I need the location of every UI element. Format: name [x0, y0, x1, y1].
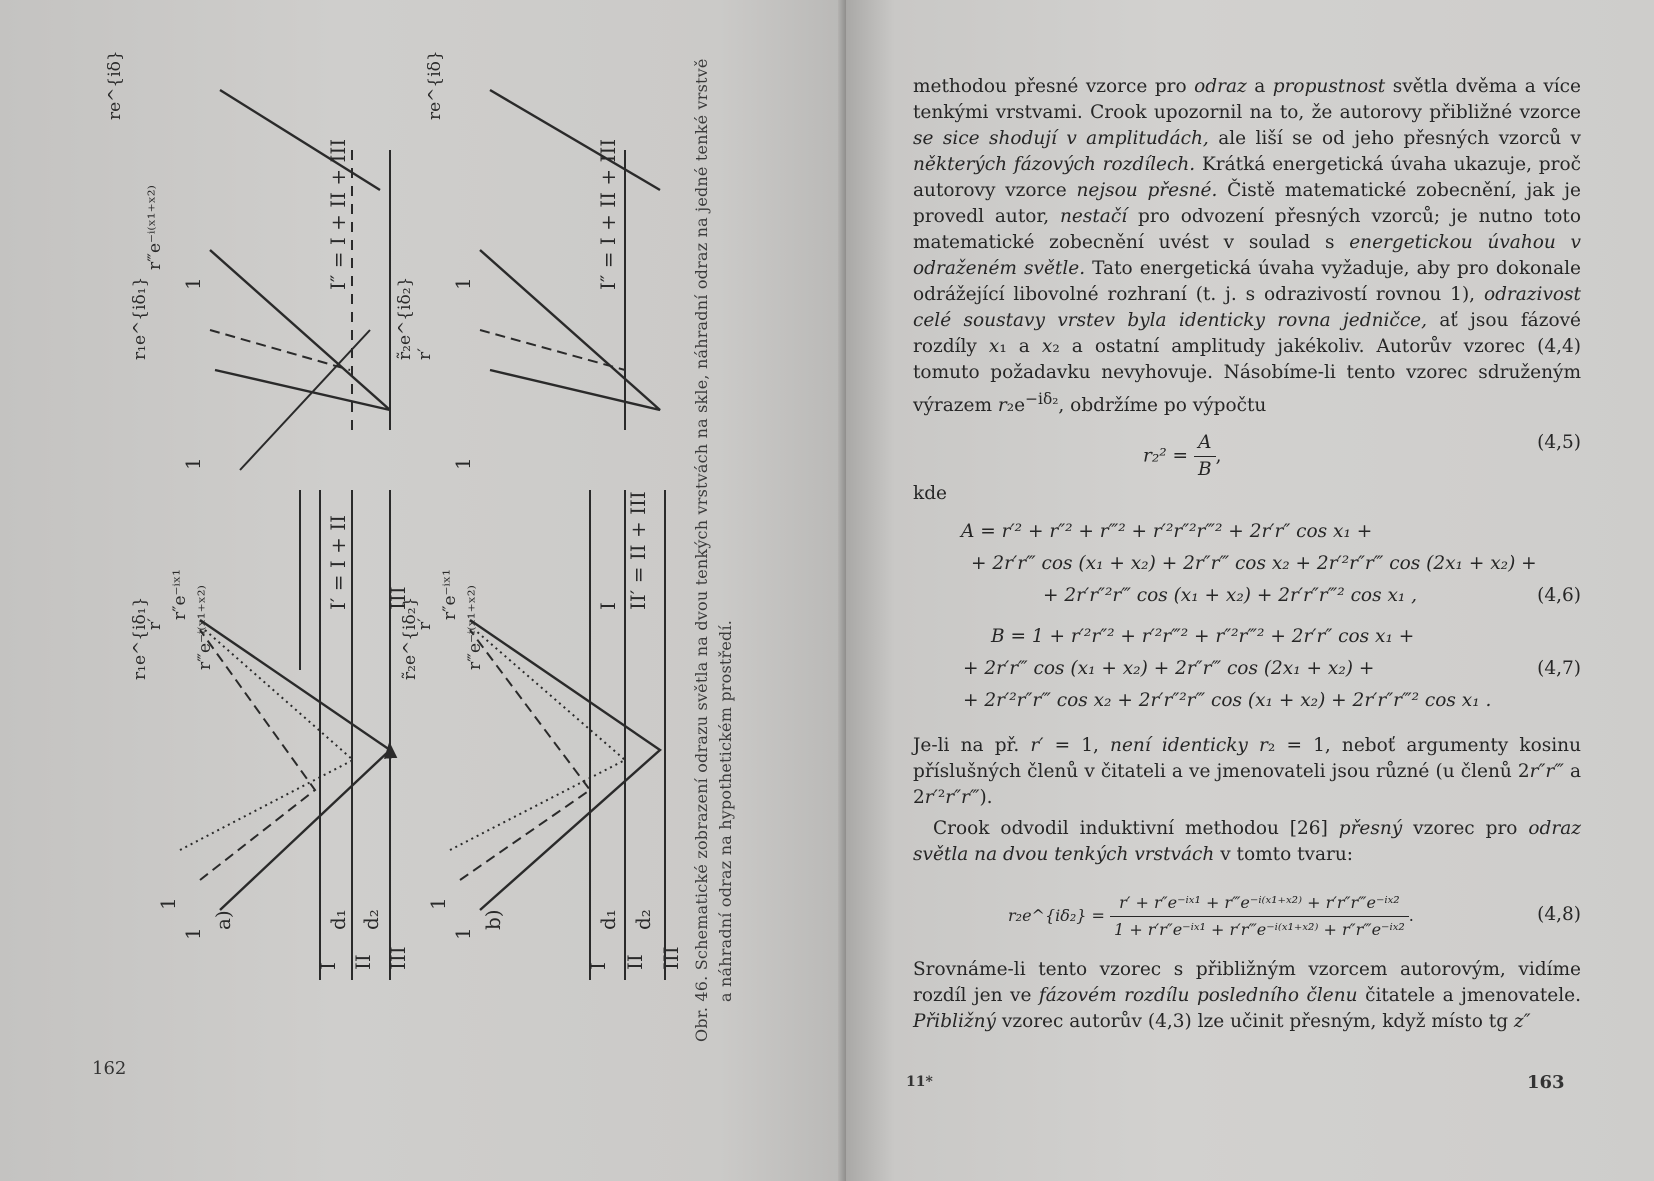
panel-a-layer-1: I: [316, 962, 340, 970]
panel-a-labels: [105, 50, 410, 970]
panel-b-eq-3: I″ = I + II + III: [596, 138, 620, 290]
eq48-denominator: 1 + r′r″e⁻ⁱˣ¹ + r′r‴e⁻ⁱ⁽ˣ¹⁺ˣ²⁾ + r″r‴e⁻ⁱˣ²: [1114, 920, 1405, 939]
panel-a-amp-2: r″e⁻ⁱˣ¹: [170, 569, 190, 620]
panel-b-amp-2: r″e⁻ⁱˣ¹: [440, 569, 460, 620]
eq46-line-3: [913, 583, 1581, 615]
panel-b-amp-4: r̃₂e^{iδ₂}: [400, 596, 420, 680]
panel-a: [180, 90, 390, 980]
panel-b-amp-6: r̃₂e^{iδ₂}: [395, 276, 415, 360]
ray-b-main: [470, 620, 660, 910]
eq47-number: (4,7): [1537, 658, 1581, 679]
panel-a-eq-2: I″ = I + II + III: [326, 138, 350, 290]
eq45-number: (4,5): [1537, 432, 1581, 453]
paragraph-4: Srovnáme-li tento vzorec s přibližným vzorcem autorovým, vidíme rozdíl jen ve fázovém rozdílu posledního členu čitatele a jmenovatele. Přibližný vzorec autorův (4,3) lze učinit přesným, když místo tg z″: [913, 959, 1581, 1032]
paragraph-1: methodou přesné vzorce pro odraz a propustnost světla dvěma a více tenkými vrstvami. Crook upozornil na to, že autorovy přibližné vzorce se sice shodují v amplitudách, ale liší se od jeho přesných vzorců v některých fázových rozdílech. Krátká energetická úvaha ukazuje, proč autorovy vzorce nejsou přesné. Čistě matematické zobecnění, jak je provedl autor, nestačí pro odvození přesných vzorců; je nutno toto matematické zobecnění uvést v soulad s energetickou úvahou v odraženém světle. Tato energetická úvaha vyžaduje, aby pro dokonale odrážející libovolné rozhraní (t. j. s odrazivostí rovnou 1), odrazivost celé soustavy vrstev byla identicky rovna jedničce, ať jsou fázové rozdíly x₁ a x₂ a ostatní amplitudy jakékoliv. Autorův vzorec (4,4) tomuto požadavku nevyhovuje. Násobíme-li tento vzorec sdruženým výrazem $r_2e^{-i\delta_2}$, obdržíme po výpočtu: [913, 76, 1581, 417]
ray-a-main2: [210, 250, 390, 410]
eq47-line-2: [913, 656, 1581, 688]
ray-a-dash: [200, 630, 315, 880]
paragraph-3: Crook odvodil induktivní methodou [26] přesný vzorec pro odraz světla na dvou tenkých vrstvách v tomto tvaru:: [913, 818, 1581, 865]
eq48-lhs: r₂e^{iδ₂} =: [1008, 906, 1105, 925]
panel-b-eq-1: I: [596, 602, 620, 610]
panel-b-eq-2: II′ = II + III: [626, 491, 650, 610]
panel-b-labels: [395, 50, 683, 970]
panel-b-amp-7: re^{iδ}: [425, 50, 445, 120]
panel-b-label: b): [481, 909, 505, 930]
eq45-lhs: r₂² =: [1143, 445, 1189, 467]
panel-b-layer-3: III: [659, 946, 683, 970]
ray-a-out: [220, 90, 380, 190]
panel-b-ray-3: 1: [451, 457, 475, 470]
eq48-numerator: r′ + r″e⁻ⁱˣ¹ + r‴e⁻ⁱ⁽ˣ¹⁺ˣ²⁾ + r′r″r‴e⁻ⁱˣ²: [1110, 890, 1409, 917]
eq45-numerator: A: [1194, 430, 1216, 457]
eq47-line-1: B = 1 + r′²r″² + r′²r‴² + r″²r‴² + 2r′r″ cos x₁ +: [991, 626, 1415, 647]
figure-46: [60, 50, 750, 1050]
panel-b-d1: d₁: [596, 909, 620, 930]
ray-a-main: [200, 620, 390, 910]
paragraph-2: Je-li na př. r′ = 1, není identicky r₂ = 1, neboť argumenty kosinu příslušných členů v čitateli a ve jmenovateli jsou různé (u členů 2r″r‴ a 2r′²r″r‴).: [913, 735, 1582, 808]
eq48-number: (4,8): [1537, 904, 1581, 925]
panel-a-amp-6: r‴e⁻ⁱ⁽ˣ¹⁺ˣ²⁾: [145, 185, 165, 270]
eq45-fraction: [1194, 430, 1216, 483]
equation-4-7: [913, 624, 1581, 720]
panel-a-eq-3: III: [386, 586, 410, 610]
eq46-number: (4,6): [1537, 585, 1581, 606]
panel-b-ray-4: 1: [451, 277, 475, 290]
panel-b-ray-1: 1: [451, 927, 475, 940]
panel-a-amp-1: r′: [145, 618, 165, 630]
right-page-number: 163: [1527, 1072, 1565, 1093]
signature-mark: 11*: [906, 1074, 933, 1090]
panel-a-amp-4: r₁e^{iδ₁}: [130, 596, 150, 680]
panel-a-ray-2: 1: [156, 897, 180, 910]
panel-b-layer-2: II: [623, 954, 647, 970]
panel-a-amp-3: r‴e⁻ⁱ⁽ˣ¹⁺ˣ²⁾: [195, 585, 215, 670]
ray-b-main2: [480, 250, 660, 410]
kde-label: kde: [913, 483, 948, 504]
figure-caption: [690, 42, 738, 1050]
eq47-line-3: + 2r′²r″r‴ cos x₂ + 2r′r″²r‴ cos (x₁ + x₂) + 2r′r″r‴² cos x₁ .: [963, 690, 1492, 711]
ray-b-out: [490, 90, 660, 190]
eq45-denominator: B: [1197, 459, 1212, 480]
panel-b-amp-5: r′: [415, 348, 435, 360]
equation-4-5: r₂² = $\frac{A}{B}$ , (4,5): [913, 430, 1581, 470]
caption-line-1: Obr. 46. Schematické zobrazení odrazu světla na dvou tenkých vrstvách na skle, náhradní odraz na jedné tenké vrstvě: [692, 58, 711, 1042]
panel-a-d2: d₂: [359, 909, 383, 930]
panel-b-ray-2: 1: [426, 897, 450, 910]
eq46-line-2: + 2r′r‴ cos (x₁ + x₂) + 2r″r‴ cos x₂ + 2r′²r″r‴ cos (2x₁ + x₂) +: [971, 553, 1537, 574]
panel-b-amp-3: r‴e⁻ⁱ⁽ˣ¹⁺ˣ²⁾: [465, 585, 485, 670]
equation-4-8: r₂e^{iδ₂} = $\frac{\text{r′ + r″e⁻ⁱˣ¹ + r‴e⁻ⁱ⁽ˣ¹⁺ˣ²⁾ + r′r″r‴e⁻ⁱˣ²}}{\text{1 + r′r″e⁻ⁱˣ¹ + r′r‴e⁻ⁱ⁽ˣ¹⁺ˣ²⁾ + r″r‴e⁻ⁱˣ²}}$ . (4,8): [913, 886, 1581, 946]
panel-b-amp-1: r′: [415, 618, 435, 630]
equation-4-6: [913, 519, 1581, 615]
panel-a-d1: d₁: [326, 909, 350, 930]
panel-a-amp-5: r₁e^{iδ₁}: [130, 276, 150, 360]
figure-diagram: [60, 50, 683, 1050]
caption-line-2: a náhradní odraz na hypothetickém prostředí.: [716, 619, 735, 1002]
ray-a-dash2: [210, 330, 350, 370]
panel-b-layer-1: I: [586, 962, 610, 970]
panel-a-eq-1: I′ = I + II: [326, 514, 350, 610]
eq48-fraction: [1110, 890, 1409, 943]
panel-a-layer-2: II: [351, 954, 375, 970]
eq46-line-3-text: + 2r′r″²r‴ cos (x₁ + x₂) + 2r′r″r‴² cos x₁ ,: [1043, 585, 1418, 606]
ray-b-dash2: [480, 330, 625, 370]
left-page-number: 162: [92, 1058, 127, 1079]
panel-a-label: a): [211, 910, 235, 930]
panel-a-ray-3: 1: [181, 457, 205, 470]
panel-a-layer-3: III: [386, 946, 410, 970]
eq47-line-2-text: + 2r′r‴ cos (x₁ + x₂) + 2r″r‴ cos (2x₁ + x₂) +: [963, 658, 1375, 679]
panel-a-amp-7: re^{iδ}: [105, 50, 125, 120]
eq46-line-1: A = r′² + r″² + r‴² + r′²r″²r‴² + 2r′r″ cos x₁ +: [961, 521, 1373, 542]
panel-a-ray-1: 1: [181, 927, 205, 940]
panel-b-d2: d₂: [631, 909, 655, 930]
panel-a-ray-4: 1: [181, 277, 205, 290]
